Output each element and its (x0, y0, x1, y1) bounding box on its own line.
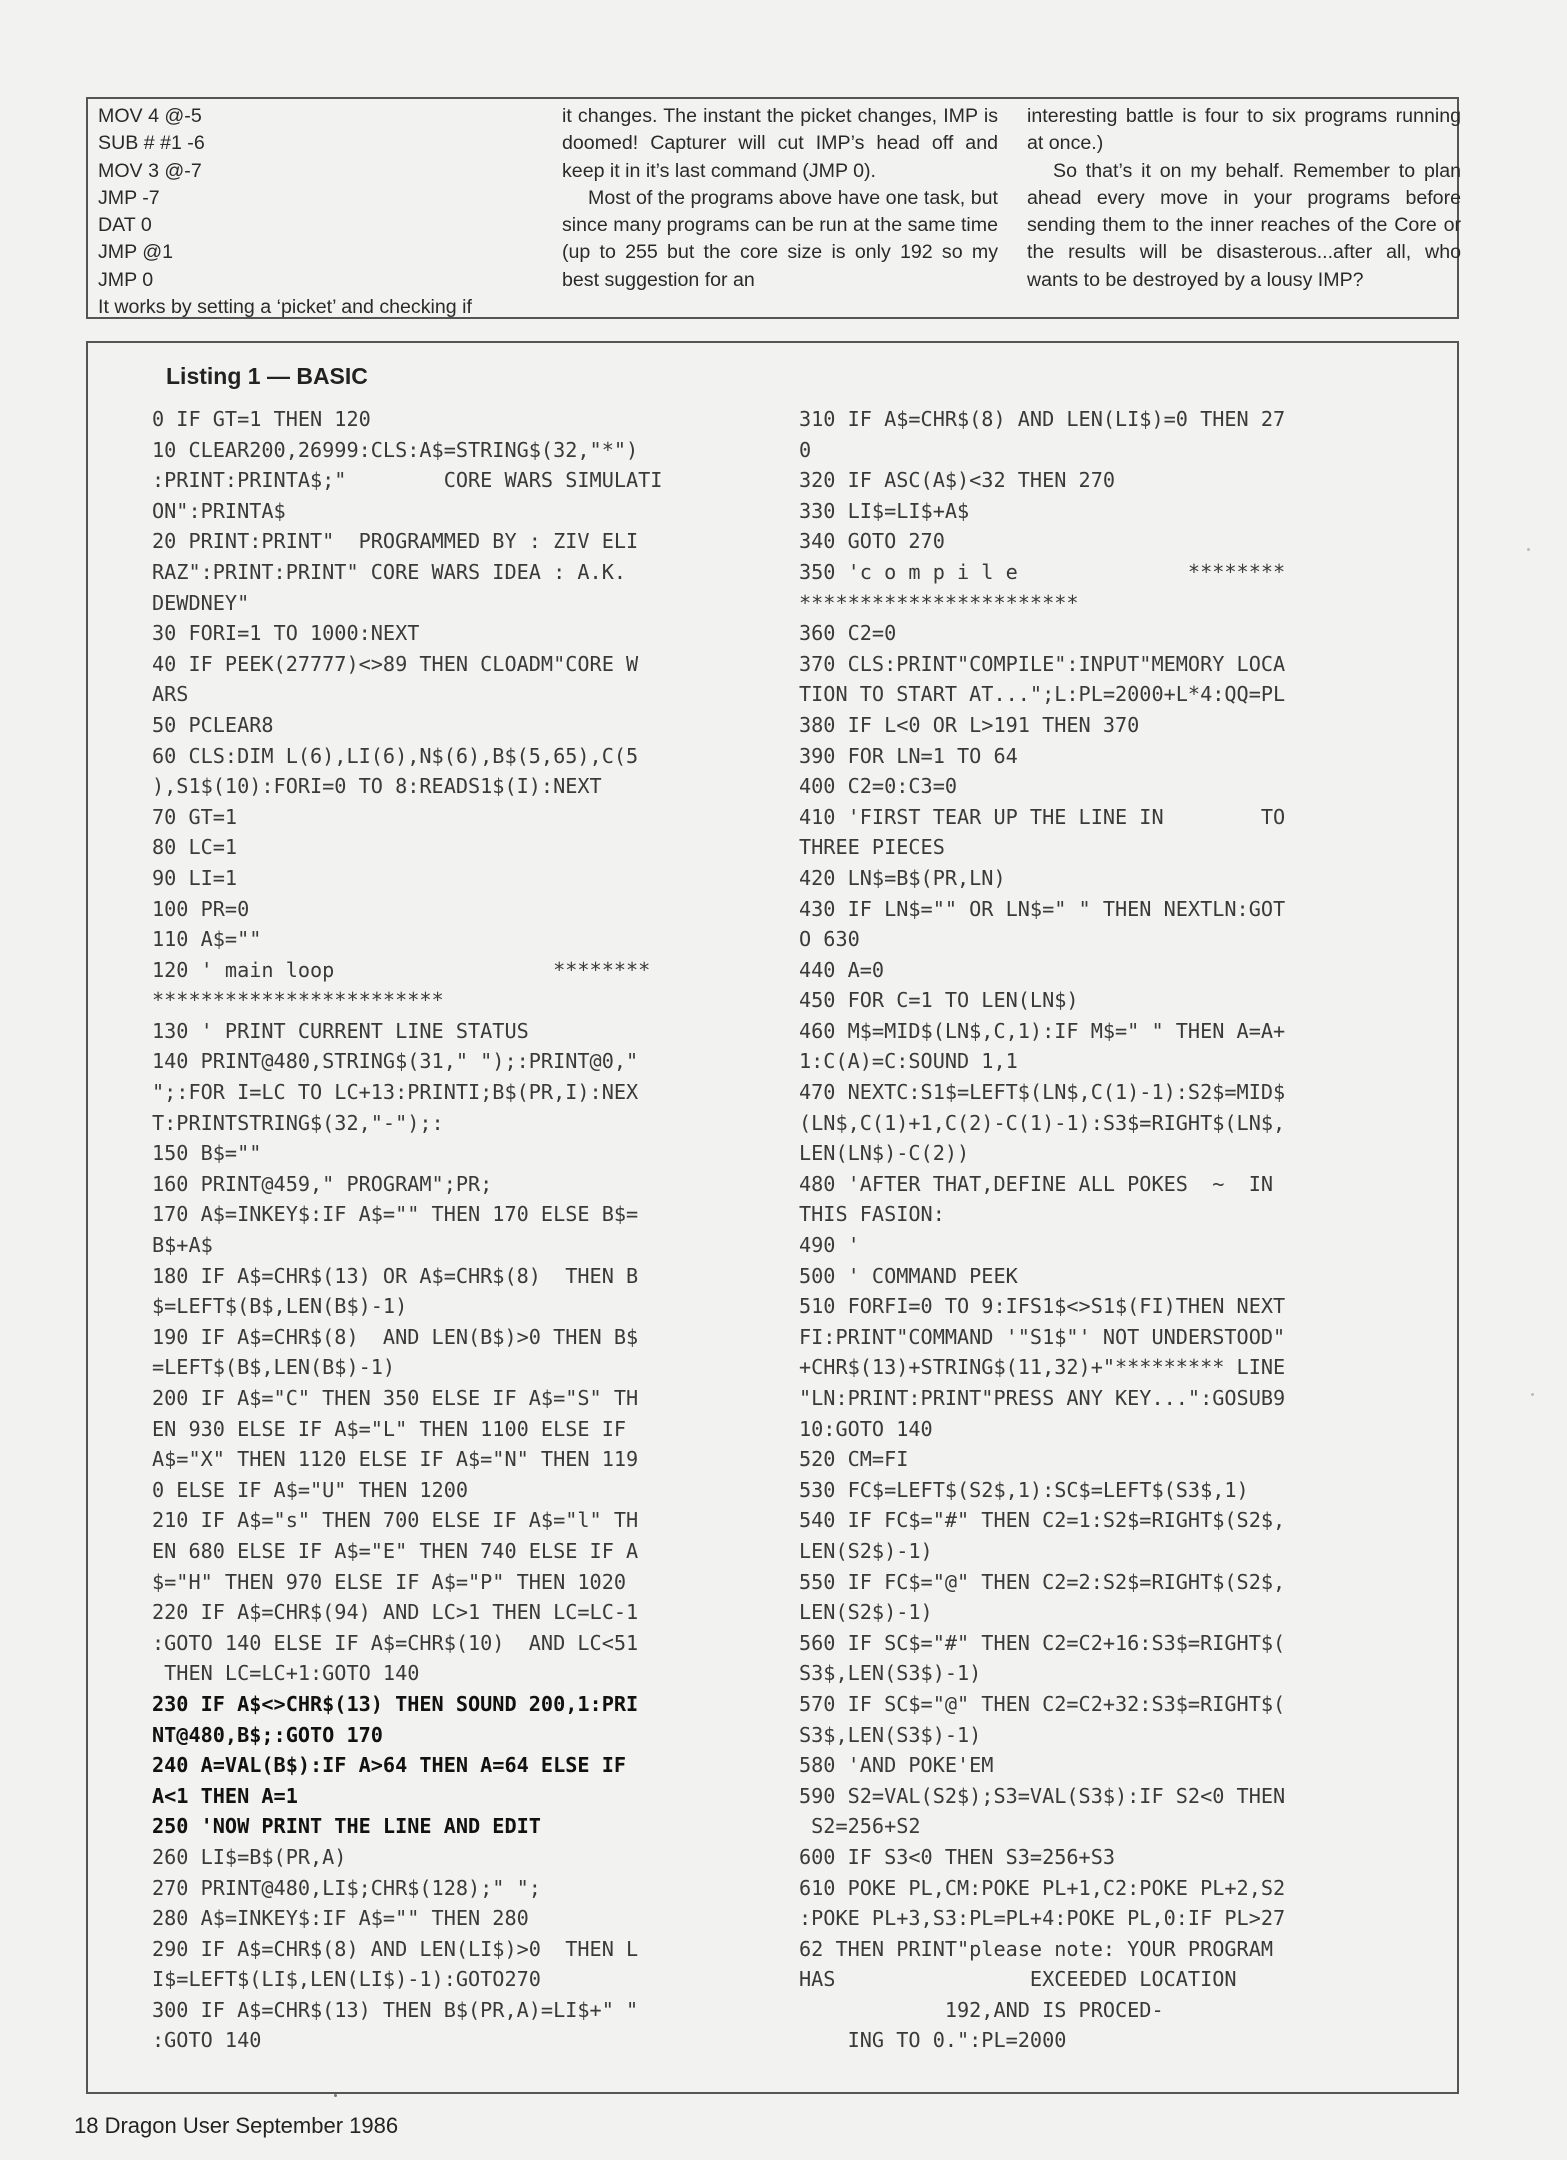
code-line: :GOTO 140 ELSE IF A$=CHR$(10) AND LC<51 (152, 1630, 639, 1655)
text-line: MOV 4 @-5 (98, 105, 202, 127)
code-line: A<1 THEN A=1 (152, 1783, 298, 1808)
code-line: (LN$,C(1)+1,C(2)-C(1)-1):S3$=RIGHT$(LN$, (799, 1110, 1286, 1135)
code-line: TION TO START AT...";L:PL=2000+L*4:QQ=PL (799, 682, 1286, 707)
code-line: :PRINT:PRINTA$;" CORE WARS SIMULATI (152, 468, 663, 493)
page-footer: 18 Dragon User September 1986 (74, 2113, 399, 2138)
text-line: JMP -7 (98, 186, 160, 209)
code-line: ),S1$(10):FORI=0 TO 8:READS1$(I):NEXT (152, 774, 602, 799)
code-line: 520 CM=FI (799, 1447, 909, 1472)
code-line: 600 IF S3<0 THEN S3=256+S3 (799, 1844, 1116, 1869)
code-line: 340 GOTO 270 (799, 529, 945, 554)
text-line: It works by setting a ‘picket’ and checking if (98, 296, 472, 319)
code-line: 410 'FIRST TEAR UP THE LINE IN TO (799, 804, 1286, 829)
code-line: 440 A=0 (799, 957, 885, 982)
paragraph: Most of the programs above have one task, but since many programs can be run at the same time (up to 255 but the core size is only 192 so my best suggestion for an (562, 186, 998, 291)
code-line: S3$,LEN(S3$)-1) (799, 1722, 982, 1747)
code-line: 250 'NOW PRINT THE LINE AND EDIT (152, 1814, 541, 1839)
code-line: 530 FC$=LEFT$(S2$,1):SC$=LEFT$(S3$,1) (799, 1477, 1249, 1502)
code-line: 62 THEN PRINT"please note: YOUR PROGRAM (799, 1936, 1274, 1961)
code-line: 480 'AFTER THAT,DEFINE ALL POKES ~ IN (799, 1171, 1274, 1196)
code-line: 160 PRINT@459," PROGRAM";PR; (152, 1171, 493, 1196)
text-line: JMP 0 (98, 268, 154, 291)
code-line: HAS EXCEEDED LOCATION (799, 1967, 1237, 1992)
code-line: 470 NEXTC:S1$=LEFT$(LN$,C(1)-1):S2$=MID$ (799, 1080, 1286, 1105)
top-column-2 (562, 103, 998, 294)
code-line: 0 ELSE IF A$="U" THEN 1200 (152, 1477, 469, 1502)
code-line: 510 FORFI=0 TO 9:IFS1$<>S1$(FI)THEN NEXT (799, 1294, 1286, 1319)
code-line: 590 S2=VAL(S2$);S3=VAL(S3$):IF S2<0 THEN (799, 1783, 1286, 1808)
code-line: ";:FOR I=LC TO LC+13:PRINTI;B$(PR,I):NEX (152, 1080, 639, 1105)
code-line: EN 930 ELSE IF A$="L" THEN 1100 ELSE IF (152, 1416, 627, 1441)
code-line: 420 LN$=B$(PR,LN) (799, 865, 1006, 890)
code-line: 390 FOR LN=1 TO 64 (799, 743, 1018, 768)
code-line: 170 A$=INKEY$:IF A$="" THEN 170 ELSE B$= (152, 1202, 639, 1227)
code-line: 80 LC=1 (152, 835, 238, 860)
code-line: 50 PCLEAR8 (152, 712, 274, 737)
code-line: LEN(S2$)-1) (799, 1600, 933, 1625)
code-line: 540 IF FC$="#" THEN C2=1:S2$=RIGHT$(S2$, (799, 1508, 1286, 1533)
code-column-left (152, 404, 772, 2056)
code-line: 130 ' PRINT CURRENT LINE STATUS (152, 1018, 529, 1043)
code-line: 370 CLS:PRINT"COMPILE":INPUT"MEMORY LOCA (799, 651, 1286, 676)
text-line: DAT 0 (98, 214, 152, 237)
code-line: 380 IF L<0 OR L>191 THEN 370 (799, 712, 1140, 737)
code-line: ************************ (152, 988, 444, 1013)
text-line: SUB # #1 -6 (98, 132, 205, 155)
code-line: 270 PRINT@480,LI$;CHR$(128);" "; (152, 1875, 541, 1900)
code-line: 30 FORI=1 TO 1000:NEXT (152, 621, 420, 646)
code-line: 610 POKE PL,CM:POKE PL+1,C2:POKE PL+2,S2 (799, 1875, 1286, 1900)
code-line: NT@480,B$;:GOTO 170 (152, 1722, 383, 1747)
code-line: =LEFT$(B$,LEN(B$)-1) (152, 1355, 396, 1380)
code-line: 90 LI=1 (152, 865, 238, 890)
code-line: 10 CLEAR200,26999:CLS:A$=STRING$(32,"*") (152, 437, 639, 462)
code-line: $="H" THEN 970 ELSE IF A$="P" THEN 1020 (152, 1569, 627, 1594)
code-line: 10:GOTO 140 (799, 1416, 933, 1441)
code-line: 310 IF A$=CHR$(8) AND LEN(LI$)=0 THEN 27 (799, 407, 1286, 431)
code-line: 450 FOR C=1 TO LEN(LN$) (799, 988, 1079, 1013)
code-line: :GOTO 140 (152, 2028, 262, 2053)
code-line: "LN:PRINT:PRINT"PRESS ANY KEY...":GOSUB9 (799, 1386, 1286, 1410)
top-column-1 (98, 103, 538, 321)
code-line: 220 IF A$=CHR$(94) AND LC>1 THEN LC=LC-1 (152, 1600, 639, 1625)
code-line: S2=256+S2 (799, 1814, 921, 1839)
code-line: 290 IF A$=CHR$(8) AND LEN(LI$)>0 THEN L (152, 1936, 639, 1961)
code-line: 20 PRINT:PRINT" PROGRAMMED BY : ZIV ELI (152, 529, 639, 554)
code-line: LEN(LN$)-C(2)) (799, 1141, 970, 1166)
code-line: 350 'c o m p i l e ******** (799, 559, 1286, 584)
code-line: +CHR$(13)+STRING$(11,32)+"********* LINE (799, 1355, 1286, 1380)
code-line: 120 ' main loop ******** (152, 957, 651, 982)
code-line: 70 GT=1 (152, 804, 238, 829)
code-line: 110 A$="" (152, 927, 262, 952)
dot-mark (334, 2094, 337, 2097)
code-line: S3$,LEN(S3$)-1) (799, 1661, 982, 1686)
code-line: 0 IF GT=1 THEN 120 (152, 407, 371, 431)
code-line: 560 IF SC$="#" THEN C2=C2+16:S3$=RIGHT$( (799, 1630, 1286, 1655)
code-line: 260 LI$=B$(PR,A) (152, 1844, 347, 1869)
code-line: 570 IF SC$="@" THEN C2=C2+32:S3$=RIGHT$( (799, 1691, 1286, 1716)
code-line: DEWDNEY" (152, 590, 250, 615)
code-line: I$=LEFT$(LI$,LEN(LI$)-1):GOTO270 (152, 1967, 541, 1992)
code-line: THEN LC=LC+1:GOTO 140 (152, 1661, 420, 1686)
code-line: 580 'AND POKE'EM (799, 1753, 994, 1778)
code-line: 140 PRINT@480,STRING$(31," ");:PRINT@0," (152, 1049, 639, 1074)
listing-title: Listing 1 — BASIC (166, 363, 368, 389)
code-line: 550 IF FC$="@" THEN C2=2:S2$=RIGHT$(S2$, (799, 1569, 1286, 1594)
code-line: 280 A$=INKEY$:IF A$="" THEN 280 (152, 1906, 529, 1931)
code-line: ON":PRINTA$ (152, 498, 286, 523)
code-line: *********************** (799, 590, 1079, 615)
code-line: 240 A=VAL(B$):IF A>64 THEN A=64 ELSE IF (152, 1753, 627, 1778)
code-line: $=LEFT$(B$,LEN(B$)-1) (152, 1294, 408, 1319)
code-line: 460 M$=MID$(LN$,C,1):IF M$=" " THEN A=A+ (799, 1018, 1286, 1043)
code-line: 150 B$="" (152, 1141, 262, 1166)
code-line: T:PRINTSTRING$(32,"-");: (152, 1110, 444, 1135)
code-line: A$="X" THEN 1120 ELSE IF A$="N" THEN 119 (152, 1447, 639, 1472)
code-line: :POKE PL+3,S3:PL=PL+4:POKE PL,0:IF PL>27 (799, 1906, 1286, 1931)
code-line: 430 IF LN$="" OR LN$=" " THEN NEXTLN:GOT (799, 896, 1286, 921)
code-line: 320 IF ASC(A$)<32 THEN 270 (799, 468, 1116, 493)
code-line: EN 680 ELSE IF A$="E" THEN 740 ELSE IF A (152, 1538, 639, 1563)
code-line: 180 IF A$=CHR$(13) OR A$=CHR$(8) THEN B (152, 1263, 639, 1288)
code-line: ARS (152, 682, 189, 707)
code-line: 60 CLS:DIM L(6),LI(6),N$(6),B$(5,65),C(5 (152, 743, 639, 768)
text-line: MOV 3 @-7 (98, 159, 202, 182)
code-line: 330 LI$=LI$+A$ (799, 498, 970, 523)
code-line: 100 PR=0 (152, 896, 250, 921)
code-line: 1:C(A)=C:SOUND 1,1 (799, 1049, 1018, 1074)
scan-mark (1527, 548, 1530, 551)
code-column-right (799, 404, 1419, 2056)
code-line: 210 IF A$="s" THEN 700 ELSE IF A$="l" TH (152, 1508, 639, 1533)
code-line: THIS FASION: (799, 1202, 945, 1227)
code-line: O 630 (799, 927, 860, 952)
scan-mark (1531, 1393, 1534, 1396)
code-line: FI:PRINT"COMMAND '"S1$"' NOT UNDERSTOOD" (799, 1324, 1286, 1349)
paragraph: interesting battle is four to six programs running at once.) (1027, 105, 1461, 155)
code-line: 230 IF A$<>CHR$(13) THEN SOUND 200,1:PRI (152, 1691, 639, 1716)
code-line: B$+A$ (152, 1233, 213, 1258)
code-line: 490 ' (799, 1233, 860, 1258)
code-line: 360 C2=0 (799, 621, 897, 646)
code-line: 40 IF PEEK(27777)<>89 THEN CLOADM"CORE W (152, 651, 639, 676)
code-line: 400 C2=0:C3=0 (799, 774, 958, 799)
code-line: ING TO 0.":PL=2000 (799, 2028, 1067, 2053)
paragraph: it changes. The instant the picket changes, IMP is doomed! Capturer will cut IMP’s head off and keep it in it’s last command (JMP 0). (562, 105, 998, 182)
code-line: LEN(S2$)-1) (799, 1538, 933, 1563)
code-line: 190 IF A$=CHR$(8) AND LEN(B$)>0 THEN B$ (152, 1324, 639, 1349)
paragraph: So that’s it on my behalf. Remember to plan ahead every move in your programs before sending them to the inner reaches of the Core or the results will be disasterous...after all, who wants to be destroyed by a lousy IMP? (1027, 159, 1461, 291)
top-column-3 (1027, 103, 1461, 294)
code-line: 192,AND IS PROCED- (799, 1997, 1164, 2022)
code-line: THREE PIECES (799, 835, 945, 860)
code-line: RAZ":PRINT:PRINT" CORE WARS IDEA : A.K. (152, 559, 627, 584)
code-line: 200 IF A$="C" THEN 350 ELSE IF A$="S" TH (152, 1386, 639, 1410)
code-line: 0 (799, 437, 812, 462)
code-line: 300 IF A$=CHR$(13) THEN B$(PR,A)=LI$+" " (152, 1997, 639, 2022)
text-line: JMP @1 (98, 241, 174, 264)
code-line: 500 ' COMMAND PEEK (799, 1263, 1018, 1288)
